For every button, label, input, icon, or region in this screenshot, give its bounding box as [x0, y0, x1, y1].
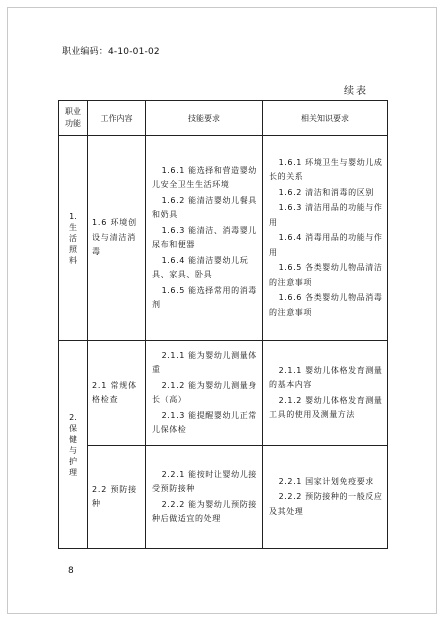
- skill-item: 1.6.5 能选择常用的消毒剂: [152, 285, 257, 309]
- knowledge-item: 1.6.6 各类婴幼儿物品消毒的注意事项: [269, 293, 383, 317]
- skill-item: 2.2.2 能为婴幼儿预防接种后做适宜的处理: [152, 499, 257, 523]
- continued-label: 续表: [344, 86, 368, 97]
- skill-item: 2.1.2 能为婴幼儿测量身长（高）: [152, 380, 257, 404]
- domain-label: 2.保健与护理: [69, 412, 77, 477]
- work-cell: 2.2 预防接种: [88, 446, 146, 549]
- col-header-skills: 技能要求: [146, 101, 263, 136]
- col-header-knowledge: 相关知识要求: [263, 101, 388, 136]
- occupation-code: 职业编码：4-10-01-02: [62, 47, 160, 57]
- knowledge-cell: [263, 446, 388, 549]
- skill-item: 1.6.1 能选择和营造婴幼儿安全卫生生活环境: [152, 165, 257, 189]
- knowledge-cell: [263, 341, 388, 446]
- domain-label: 1.生活照料: [69, 211, 77, 265]
- skill-item: 1.6.4 能清洁婴幼儿玩具、家具、卧具: [152, 255, 249, 279]
- knowledge-item: 2.1.1 婴幼儿体格发育测量的基本内容: [269, 365, 383, 389]
- skills-cell: [146, 446, 263, 549]
- knowledge-item: 1.6.3 清洁用品的功能与作用: [269, 203, 383, 227]
- table-row: [59, 136, 388, 341]
- col-header-work: 工作内容: [88, 101, 146, 136]
- skill-item: 1.6.2 能清洁婴幼儿餐具和奶具: [152, 195, 257, 219]
- work-cell: 1.6 环境创设与清洁消毒: [88, 136, 146, 341]
- knowledge-item: 2.1.2 婴幼儿体格发育测量工具的使用及测量方法: [269, 395, 383, 419]
- skill-item: 2.2.1 能按时让婴幼儿接受预防接种: [152, 469, 257, 493]
- domain-cell: [59, 136, 88, 341]
- knowledge-item: 1.6.2 清洁和消毒的区别: [278, 187, 374, 197]
- table-header-row: [59, 101, 388, 136]
- skills-cell: [146, 341, 263, 446]
- table-row: [59, 446, 388, 549]
- table-row: [59, 341, 388, 446]
- knowledge-cell: [263, 136, 388, 341]
- knowledge-item: 1.6.1 环境卫生与婴幼儿成长的关系: [269, 157, 383, 182]
- skill-item: 2.1.1 能为婴幼儿测量体重: [152, 350, 257, 374]
- knowledge-item: 1.6.4 消毒用品的功能与作用: [269, 233, 383, 257]
- skill-item: 1.6.3 能清洁、消毒婴儿尿布和便器: [152, 225, 257, 249]
- work-cell: 2.1 常规体格检查: [88, 341, 146, 446]
- knowledge-item: 1.6.5 各类婴幼儿物品清洁的注意事项: [269, 263, 383, 287]
- skills-cell: [146, 136, 263, 341]
- skills-table: [58, 100, 388, 549]
- col-header-domain: 职业功能: [59, 101, 88, 136]
- domain-cell: [59, 341, 88, 549]
- knowledge-item: 2.2.2 预防接种的一般反应及其处理: [269, 492, 383, 516]
- page-number: 8: [68, 566, 74, 576]
- skill-item: 2.1.3 能提醒婴幼儿正常儿保体检: [152, 410, 257, 434]
- knowledge-item: 2.2.1 国家计划免疫要求: [278, 476, 374, 486]
